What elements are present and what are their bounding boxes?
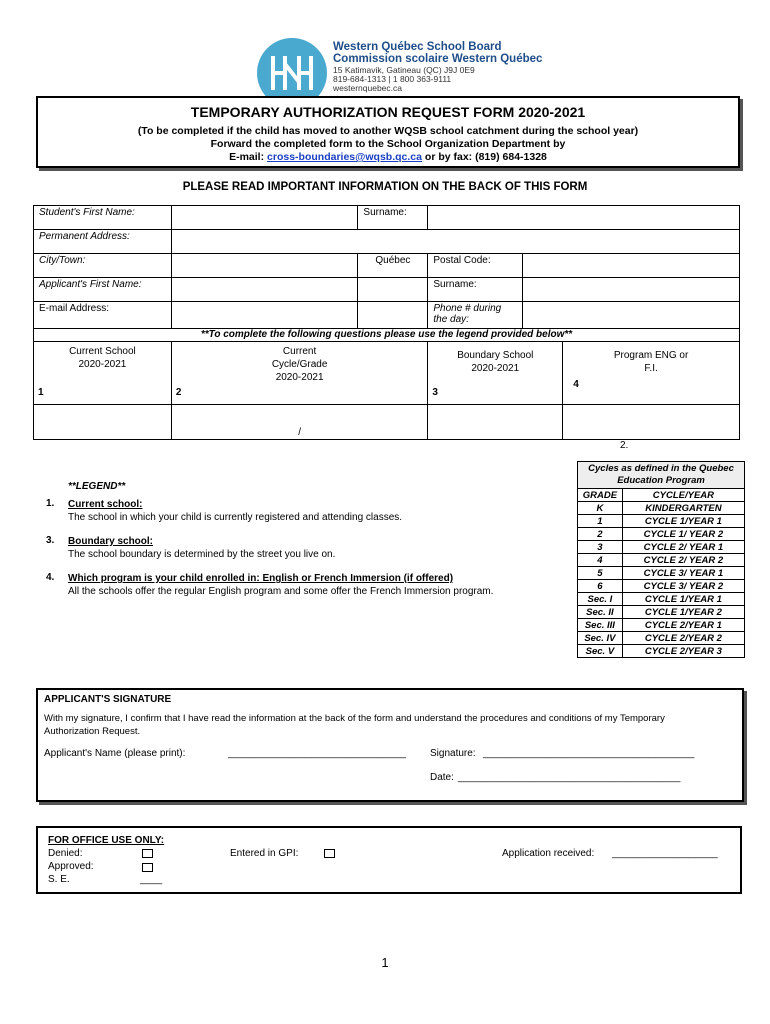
org-name-fr: Commission scolaire Western Québec [333, 53, 543, 65]
please-read-notice: PLEASE READ IMPORTANT INFORMATION ON THE BACK OF THIS FORM [182, 181, 588, 193]
cycle-row [578, 645, 745, 658]
phone-label: Phone # during the day: [428, 302, 523, 329]
contact-line [38, 151, 738, 163]
grade-cell: Sec. IV [578, 632, 623, 645]
approved-label: Approved: [48, 861, 94, 872]
cycle-reference-marker: 2. [620, 440, 629, 451]
denied-label: Denied: [48, 848, 83, 859]
cycle-row [578, 593, 745, 606]
instruction-line-2: Forward the completed form to the School Organization Department by [210, 138, 566, 150]
cycle-row [578, 619, 745, 632]
postal-code-label: Postal Code: [428, 254, 523, 278]
current-grade-header [171, 342, 428, 405]
cycle-row [578, 567, 745, 580]
permanent-address-field[interactable] [171, 230, 739, 254]
cycle-cell: CYCLE 3/ YEAR 2 [622, 580, 744, 593]
signature-line[interactable]: ______________________________________ [483, 748, 695, 759]
cycle-row [578, 541, 745, 554]
cycle-row [578, 554, 745, 567]
grade-cell: Sec. I [578, 593, 623, 606]
student-first-name-label: Student's First Name: [34, 206, 172, 230]
cycle-year-header: CYCLE/YEAR [622, 489, 744, 502]
marker-4: 4 [573, 379, 579, 390]
phone-spacer [358, 302, 428, 329]
email-address-label: E-mail Address: [34, 302, 172, 329]
grade-cell: 3 [578, 541, 623, 554]
cycle-cell: CYCLE 1/ YEAR 2 [622, 528, 744, 541]
grade-cell: K [578, 502, 623, 515]
denied-checkbox[interactable] [142, 849, 153, 861]
cycle-cell: CYCLE 1/YEAR 1 [622, 593, 744, 606]
current-school-label: Current School 2020-2021 [69, 346, 136, 370]
application-received-line[interactable]: ___________________ [612, 848, 718, 859]
cycle-row [578, 515, 745, 528]
applicant-surname-spacer [358, 278, 428, 302]
legend-head: Which program is your child enrolled in: English or French Immersion (if offered) [68, 573, 454, 584]
applicant-surname-field[interactable] [523, 278, 740, 302]
grade-cell: 1 [578, 515, 623, 528]
applicant-name-label: Applicant's Name (please print): [44, 748, 186, 759]
entered-gpi-label: Entered in GPI: [230, 848, 299, 859]
program-header [563, 342, 740, 405]
cycle-cell: CYCLE 1/YEAR 2 [622, 606, 744, 619]
website-line: westernquebec.ca [333, 83, 402, 93]
applicant-name-line[interactable]: ________________________________ [228, 748, 406, 759]
legend-num: 3. [46, 535, 55, 546]
boundary-school-header [428, 342, 563, 405]
cycle-cell: CYCLE 1/YEAR 1 [622, 515, 744, 528]
phone-line: 819-684-1313 | 1 800 363-9111 [333, 74, 452, 84]
legend-title: **LEGEND** [68, 481, 126, 492]
phone-field[interactable] [523, 302, 740, 329]
cycles-caption: Cycles as defined in the Quebec Education Program [578, 462, 745, 489]
applicant-first-name-label: Applicant's First Name: [34, 278, 172, 302]
org-name [333, 41, 542, 65]
cycle-cell: CYCLE 2/YEAR 2 [622, 632, 744, 645]
current-school-field[interactable] [34, 405, 172, 440]
program-label: Program ENG or F.I. [613, 350, 689, 374]
email-address-field[interactable] [171, 302, 358, 329]
boundary-school-label: Boundary School 2020-2021 [457, 350, 534, 374]
grade-cell: 2 [578, 528, 623, 541]
grade-cell: 4 [578, 554, 623, 567]
program-field[interactable] [563, 405, 740, 440]
application-received-label: Application received: [502, 848, 595, 859]
postal-code-field[interactable] [523, 254, 740, 278]
legend-text: The school boundary is determined by the street you live on. [68, 549, 336, 560]
cycle-row [578, 580, 745, 593]
cycle-row [578, 502, 745, 515]
cycle-row [578, 606, 745, 619]
signature-heading: APPLICANT'S SIGNATURE [44, 694, 172, 705]
grade-cell: 5 [578, 567, 623, 580]
cycle-row [578, 632, 745, 645]
entered-gpi-checkbox[interactable] [324, 849, 335, 861]
fax-text: or by fax: (819) 684-1328 [421, 151, 547, 163]
applicant-first-name-field[interactable] [171, 278, 358, 302]
legend-head: Boundary school: [68, 536, 154, 547]
cycle-cell: CYCLE 3/ YEAR 1 [622, 567, 744, 580]
cycle-cell: KINDERGARTEN [622, 502, 744, 515]
grade-cell: Sec. V [578, 645, 623, 658]
city-town-label: City/Town: [34, 254, 172, 278]
permanent-address-label: Permanent Address: [34, 230, 172, 254]
instruction-line-1: (To be completed if the child has moved to another WQSB school catchment during the school year) [137, 125, 639, 137]
cycles-table [577, 461, 745, 658]
grade-cell: Sec. II [578, 606, 623, 619]
cycle-row [578, 528, 745, 541]
cycle-cell: CYCLE 2/YEAR 1 [622, 619, 744, 632]
grade-cell: 6 [578, 580, 623, 593]
legend-text: All the schools offer the regular English program and some offer the French Immersion program. [68, 586, 494, 597]
legend-num: 1. [46, 498, 55, 509]
grade-separator: / [298, 427, 301, 438]
surname-label: Surname: [358, 206, 428, 230]
se-label: S. E. [48, 874, 70, 885]
surname-field[interactable] [428, 206, 740, 230]
signature-label: Signature: [430, 748, 476, 759]
student-info-form [33, 205, 740, 440]
grade-header: GRADE [578, 489, 623, 502]
email-link[interactable]: cross-boundaries@wqsb.qc.ca [267, 151, 422, 163]
signature-section [36, 688, 744, 802]
email-prefix: E-mail: [229, 151, 268, 163]
legend-num: 4. [46, 572, 55, 583]
signature-statement: With my signature, I confirm that I have read the information at the back of the form and understand the procedures and conditions of my Temporary Authorization Request. [44, 713, 665, 737]
org-name-en: Western Québec School Board [333, 41, 502, 53]
city-town-field[interactable] [171, 254, 358, 278]
student-first-name-field[interactable] [171, 206, 358, 230]
province-label: Québec [358, 254, 428, 278]
current-grade-field[interactable] [171, 405, 428, 440]
legend-head: Current school: [68, 499, 143, 510]
title-box [36, 96, 740, 168]
date-line[interactable]: ________________________________________ [458, 772, 681, 783]
grade-cell: Sec. III [578, 619, 623, 632]
applicant-surname-label: Surname: [428, 278, 523, 302]
cycle-cell: CYCLE 2/ YEAR 1 [622, 541, 744, 554]
org-address [333, 66, 475, 93]
cycle-cell: CYCLE 2/ YEAR 2 [622, 554, 744, 567]
date-label: Date: [430, 772, 454, 783]
legend-note: **To complete the following questions please use the legend provided below** [34, 329, 740, 342]
office-heading: FOR OFFICE USE ONLY: [48, 835, 165, 846]
office-use-section [36, 826, 742, 894]
se-line[interactable]: ____ [140, 874, 163, 885]
cycle-cell: CYCLE 2/YEAR 3 [622, 645, 744, 658]
page-number: 1 [381, 955, 389, 970]
legend-text: The school in which your child is currently registered and attending classes. [68, 512, 403, 523]
address-line: 15 Katimavik, Gatineau (QC) J9J 0E9 [333, 65, 475, 75]
marker-1: 1 [38, 387, 44, 398]
marker-3: 3 [432, 387, 438, 398]
marker-2: 2 [175, 387, 182, 398]
form-title: TEMPORARY AUTHORIZATION REQUEST FORM 2020-2021 [190, 104, 586, 120]
current-school-header [34, 342, 172, 405]
boundary-school-field[interactable] [428, 405, 563, 440]
current-grade-label: Current Cycle/Grade 2020-2021 [271, 346, 328, 383]
